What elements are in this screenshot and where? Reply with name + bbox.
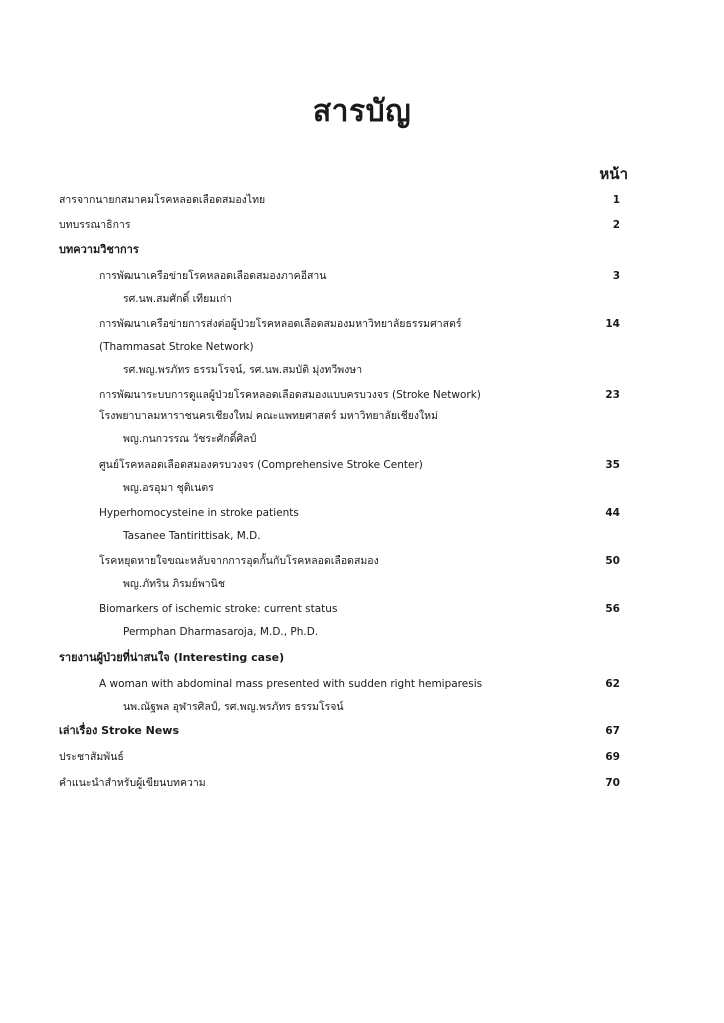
- toc-author-text: พญ.กนกวรรณ วัชระศักดิ์ศิลป์: [123, 433, 257, 445]
- toc-entry-author: [0, 429, 724, 449]
- toc-author-text: Permphan Dharmasaroja, M.D., Ph.D.: [123, 626, 319, 638]
- toc-entry: [0, 599, 724, 619]
- toc-author-text: รศ.นพ.สมศักดิ์ เทียมเก่า: [123, 293, 233, 305]
- toc-author-text: Tasanee Tantirittisak, M.D.: [123, 530, 261, 542]
- toc-section-heading: [0, 240, 724, 260]
- toc-entry-page: 1: [612, 194, 620, 206]
- toc-entry: [0, 747, 724, 767]
- toc-section-heading: [0, 648, 724, 668]
- toc-entry: [0, 314, 724, 334]
- toc-section-title: เล่าเรื่อง Stroke News: [59, 724, 180, 737]
- page-column-label: หน้า: [599, 165, 628, 183]
- toc-entry: [0, 190, 724, 210]
- toc-entry-page: 62: [605, 678, 620, 690]
- toc-section-heading: [0, 721, 724, 741]
- toc-entry-author: [0, 574, 724, 594]
- toc-entry-title: การพัฒนาระบบการดูแลผู้ป่วยโรคหลอดเลือดสมองแบบครบวงจร (Stroke Network): [99, 389, 481, 401]
- toc-entry-page: 44: [605, 507, 620, 519]
- toc-entry-author: [0, 360, 724, 380]
- toc-entry: [0, 215, 724, 235]
- toc-entry: [0, 503, 724, 523]
- toc-entry-title: Hyperhomocysteine in stroke patients: [99, 507, 299, 519]
- toc-entry-page: 69: [605, 751, 620, 763]
- toc-entry-title: สารจากนายกสมาคมโรคหลอดเลือดสมองไทย: [59, 194, 266, 206]
- toc-entry-author: [0, 289, 724, 309]
- toc-entry-author: [0, 478, 724, 498]
- toc-entry: [0, 773, 724, 793]
- toc-section-title: บทความวิชาการ: [59, 243, 139, 256]
- toc-entry-author: [0, 622, 724, 642]
- toc-author-text: พญ.ภัทริน ภิรมย์พานิช: [123, 578, 225, 590]
- toc-entry-page: 67: [605, 725, 620, 737]
- toc-continuation-text: (Thammasat Stroke Network): [99, 341, 254, 353]
- toc-entry-continuation: [0, 406, 724, 426]
- toc-entry-page: 35: [605, 459, 620, 471]
- toc-entry-page: 14: [605, 318, 620, 330]
- toc-entry-title: โรคหยุดหายใจขณะหลับจากการอุดกั้นกับโรคหลอดเลือดสมอง: [99, 555, 379, 567]
- toc-entry-title: A woman with abdominal mass presented with sudden right hemiparesis: [99, 678, 483, 690]
- toc-entry-continuation: [0, 337, 724, 357]
- toc-entry-author: [0, 697, 724, 717]
- toc-continuation-text: โรงพยาบาลมหาราชนครเชียงใหม่ คณะแพทยศาสตร์ มหาวิทยาลัยเชียงใหม่: [99, 410, 439, 422]
- toc-entry-title: บทบรรณาธิการ: [59, 219, 131, 231]
- toc-entry-title: ศูนย์โรคหลอดเลือดสมองครบวงจร (Comprehensive Stroke Center): [99, 459, 423, 471]
- toc-entry-page: 3: [612, 270, 620, 282]
- toc-entry-title: ประชาสัมพันธ์: [59, 751, 124, 763]
- toc-entry-title: คำแนะนำสำหรับผู้เขียนบทความ: [59, 777, 206, 789]
- toc-author-text: นพ.ณัฐพล อุฬารศิลป์, รศ.พญ.พรภัทร ธรรมโรจน์: [123, 701, 344, 713]
- toc-entry-title: การพัฒนาเครือข่ายการส่งต่อผู้ป่วยโรคหลอดเลือดสมองมหาวิทยาลัยธรรมศาสตร์: [99, 318, 462, 330]
- toc-entry: [0, 455, 724, 475]
- page-title: สารบัญ: [312, 94, 412, 129]
- toc-entry-page: 2: [612, 219, 620, 231]
- toc-entry-title: การพัฒนาเครือข่ายโรคหลอดเลือดสมองภาคอีสาน: [99, 270, 327, 282]
- toc-entry-author: [0, 526, 724, 546]
- toc-entry-page: 50: [605, 555, 620, 567]
- toc-author-text: พญ.อรอุมา ชุติเนตร: [123, 482, 214, 494]
- toc-entry-page: 70: [605, 777, 620, 789]
- toc-entry: [0, 385, 724, 405]
- toc-entry: [0, 551, 724, 571]
- toc-entry-title: Biomarkers of ischemic stroke: current status: [99, 603, 338, 615]
- toc-entry-page: 56: [605, 603, 620, 615]
- toc-entry-page: 23: [605, 389, 620, 401]
- toc-entry: [0, 266, 724, 286]
- toc-author-text: รศ.พญ.พรภัทร ธรรมโรจน์, รศ.นพ.สมบัติ มุ่งทวีพงษา: [123, 364, 363, 376]
- toc-section-title: รายงานผู้ป่วยที่น่าสนใจ (Interesting case): [59, 651, 285, 664]
- toc-entry: [0, 674, 724, 694]
